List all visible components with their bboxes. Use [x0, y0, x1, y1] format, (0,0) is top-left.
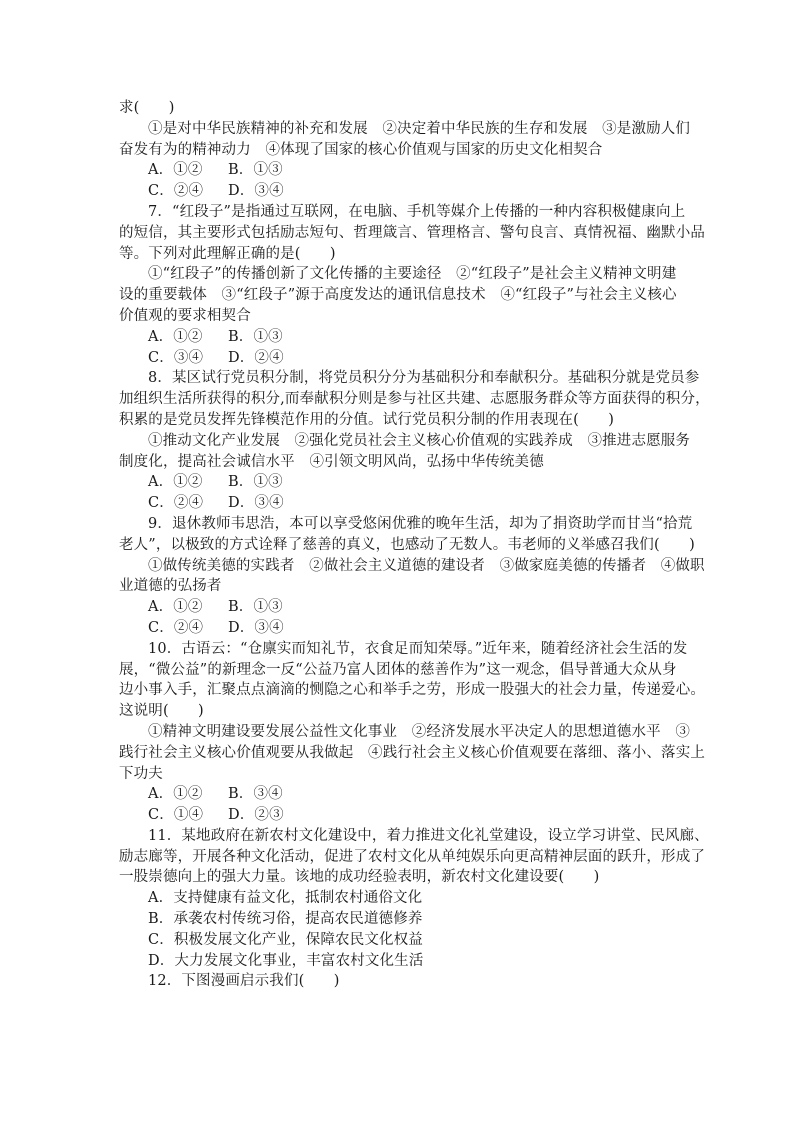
paragraph-first-line: 7．“红段子”是指通过互联网，在电脑、手机等媒介上传播的一种内容积极健康向上 — [148, 203, 686, 220]
paragraph-first-line: ①是对中华民族精神的补充和发展 ②决定着中华民族的生存和发展 ③是激励人们 — [148, 120, 691, 137]
paragraph-first-line: ①精神文明建设要发展公益性文化事业 ②经济发展水平决定人的思想道德水平 ③ — [148, 723, 691, 740]
answer-option: B．①③ — [228, 474, 283, 491]
paragraph-line: 求( ) — [119, 100, 175, 116]
paragraph-line: 等。下列对此理解正确的是( ) — [119, 245, 336, 262]
answer-options-row — [119, 493, 679, 514]
answer-option: A．①② — [148, 599, 203, 616]
paragraph-first-line: 10．古语云：“仓廪实而知礼节，衣食足而知荣辱。”近年来，随着经济社会生活的发 — [148, 640, 688, 657]
paragraph-first-line: D．大力发展文化事业，丰富农村文化生活 — [148, 952, 424, 969]
paragraph-first-line: 12．下图漫画启示我们( ) — [148, 973, 340, 990]
answer-option: D．③④ — [228, 619, 284, 636]
answer-option: C．③④ — [148, 349, 204, 366]
answer-options-row — [119, 348, 679, 369]
answer-option: C．②④ — [148, 619, 204, 636]
paragraph-line: 奋发有为的精神动力 ④体现了国家的核心价值观与国家的历史文化相契合 — [119, 141, 603, 158]
paragraph-line: 制度化，提高社会诚信水平 ④引领文明风尚，弘扬中华传统美德 — [119, 453, 544, 470]
answer-options-row — [119, 597, 679, 618]
paragraph-line: 践行社会主义核心价值观要从我做起 ④践行社会主义核心价值观要在落细、落小、落实上 — [119, 744, 705, 761]
answer-option: C．②④ — [148, 495, 204, 512]
answer-option: C．②④ — [148, 183, 204, 200]
answer-option: C．①④ — [148, 807, 204, 824]
answer-options-row — [119, 160, 679, 181]
paragraph-first-line: 8．某区试行党员积分制，将党员积分分为基础积分和奉献积分。基础积分就是党员参 — [148, 370, 700, 387]
answer-option: A．①② — [148, 786, 203, 803]
answer-options-row — [119, 327, 679, 348]
paragraph-line: 励志廊等，开展各种文化活动，促进了农村文化从单纯娱乐向更高精神层面的跃升，形成了 — [119, 848, 705, 865]
answer-option: D．③④ — [228, 183, 284, 200]
paragraph-line: 展，“微公益”的新理念一反“公益乃富人团体的慈善作为”这一观念，倡导普通大众从身 — [119, 661, 677, 678]
answer-options-row — [119, 805, 679, 826]
paragraph-first-line: ①“红段子”的传播创新了文化传播的主要途径 ②“红段子”是社会主义精神文明建 — [148, 266, 677, 283]
answer-option: B．①③ — [228, 162, 283, 179]
document-page — [119, 98, 710, 992]
answer-options-row — [119, 181, 679, 202]
paragraph-line: 边小事入手，汇聚点点滴滴的恻隐之心和举手之劳，形成一股强大的社会力量，传递爱心。 — [119, 682, 705, 699]
paragraph-first-line: ①推动文化产业发展 ②强化党员社会主义核心价值观的实践养成 ③推进志愿服务 — [148, 432, 691, 449]
paragraph-first-line: C．积极发展文化产业，保障农民文化权益 — [148, 931, 423, 948]
answer-option: A．①② — [148, 474, 203, 491]
paragraph-first-line: 9．退休教师韦思浩，本可以享受悠闲优雅的晚年生活，却为了捐资助学而甘当“拾荒 — [148, 515, 693, 532]
answer-options-row — [119, 472, 679, 493]
paragraph-line: 设的重要载体 ③“红段子”源于高度发达的通讯信息技术 ④“红段子”与社会主义核心 — [119, 287, 677, 304]
answer-option: B．①③ — [228, 328, 283, 345]
paragraph-line: 这说明( ) — [119, 703, 204, 720]
paragraph-line: 老人”，以极致的方式诠释了慈善的真义，也感动了无数人。韦老师的义举感召我们( ) — [119, 536, 695, 553]
paragraph-line: 价值观的要求相契合 — [119, 307, 251, 324]
paragraph-first-line: ①做传统美德的实践者 ②做社会主义道德的建设者 ③做家庭美德的传播者 ④做职 — [148, 557, 705, 574]
answer-options-row — [119, 784, 679, 805]
paragraph-line: 积累的是党员发挥先锋模范作用的分值。试行党员积分制的作用表现在( ) — [119, 411, 615, 428]
paragraph-first-line: B．承袭农村传统习俗，提高农民道德修养 — [148, 911, 423, 928]
answer-option: B．①③ — [228, 599, 283, 616]
paragraph-line: 的短信，其主要形式包括励志短句、哲理箴言、管理格言、警句良言、真情祝福、幽默小品 — [119, 224, 705, 241]
answer-option: D．②④ — [228, 349, 284, 366]
paragraph-line: 业道德的弘扬者 — [119, 578, 222, 595]
paragraph-first-line: 11．某地政府在新农村文化建设中，着力推进文化礼堂建设，设立学习讲堂、民风廊、 — [148, 827, 709, 844]
paragraph-line: 下功夫 — [119, 765, 163, 782]
paragraph-line: 一股崇德向上的强大力量。该地的成功经验表明，新农村文化建设要( ) — [119, 869, 600, 886]
answer-options-row — [119, 618, 679, 639]
answer-option: B．③④ — [228, 786, 283, 803]
answer-option: A．①② — [148, 328, 203, 345]
paragraph-line: 加组织生活所获得的积分,而奉献积分则是参与社区共建、志愿服务群众等方面获得的积分， — [119, 391, 710, 408]
paragraph-first-line: A．支持健康有益文化，抵制农村通俗文化 — [148, 890, 423, 907]
answer-option: D．③④ — [228, 495, 284, 512]
answer-option: A．①② — [148, 162, 203, 179]
answer-option: D．②③ — [228, 807, 284, 824]
